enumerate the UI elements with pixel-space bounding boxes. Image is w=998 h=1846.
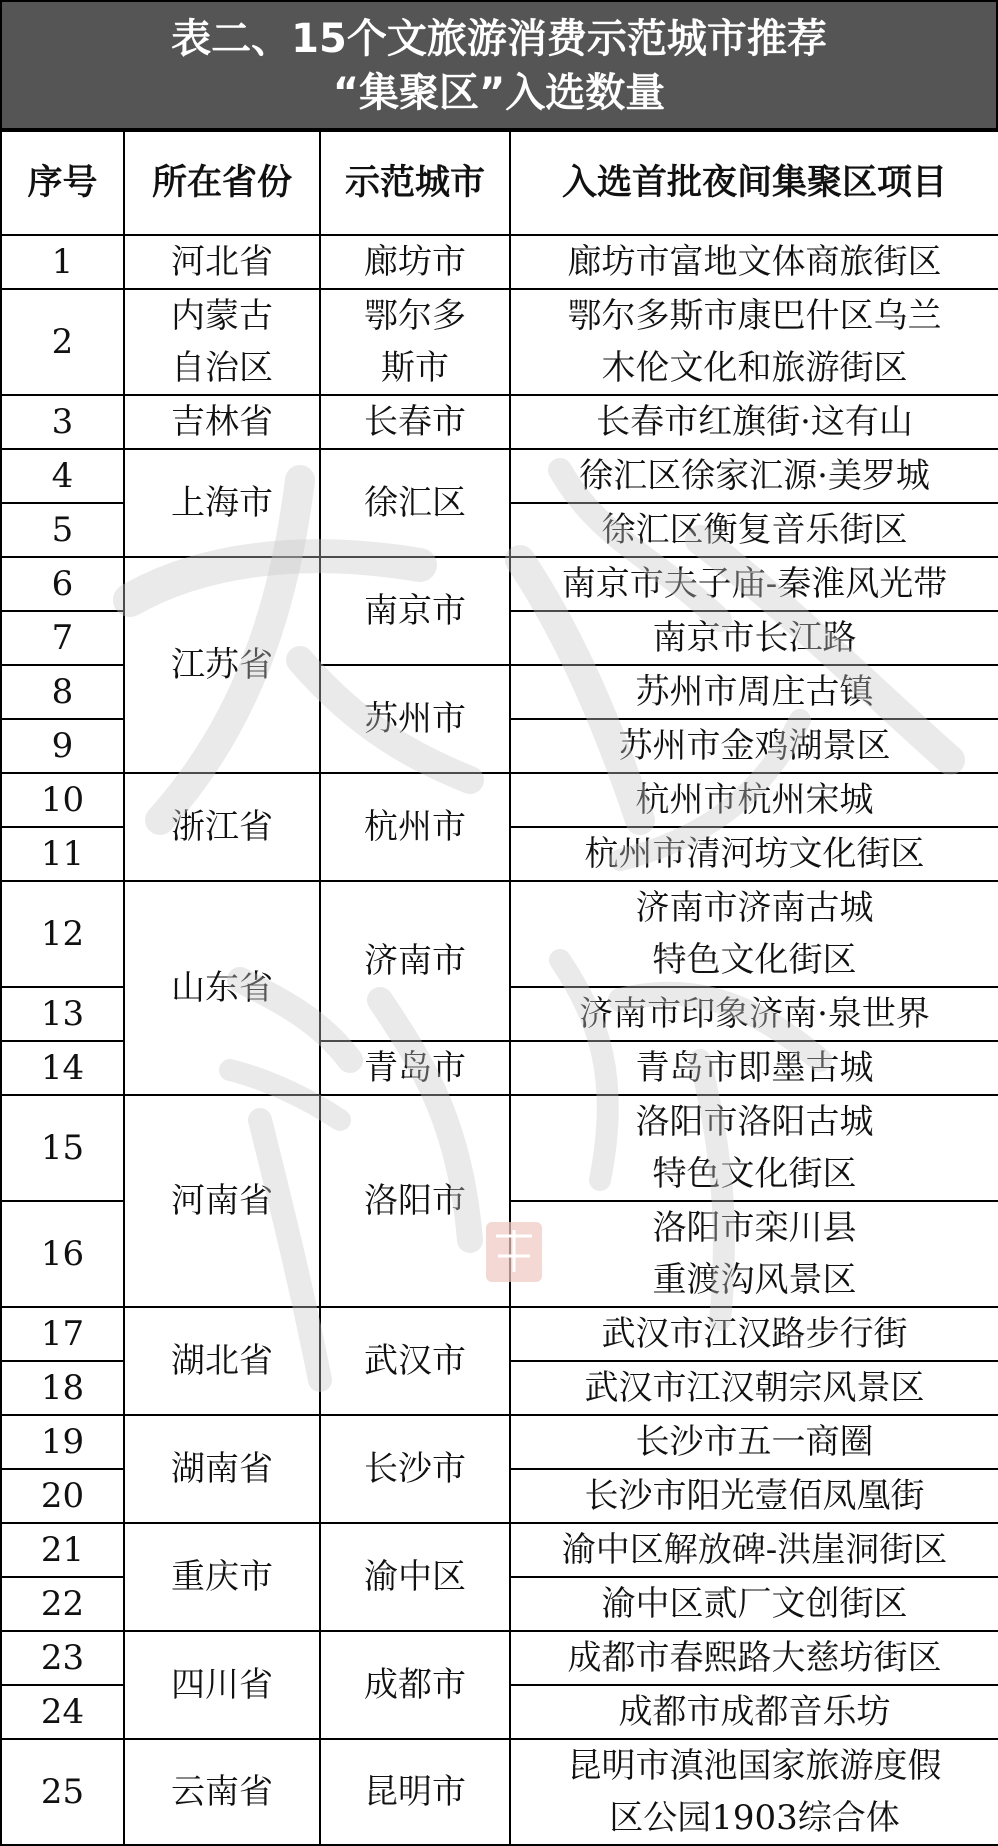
project-line: 木伦文化和旅游街区 [601,348,908,388]
row-number: 8 [1,665,124,719]
project-cell: 南京市长江路 [510,611,998,665]
project-cell: 长沙市阳光壹佰凤凰街 [510,1469,998,1523]
city-cell: 成都市 [320,1631,510,1739]
province-cell: 河南省 [124,1095,320,1307]
table-row [1,557,998,611]
table-row [1,1307,998,1361]
table-row [1,289,998,395]
city-cell: 武汉市 [320,1307,510,1415]
project-line: 洛阳市栾川县 [652,1208,857,1248]
row-number: 7 [1,611,124,665]
city-cell: 廊坊市 [320,235,510,289]
project-line: 济南市济南古城 [635,888,874,928]
table-title [0,0,998,130]
row-number: 19 [1,1415,124,1469]
row-number: 5 [1,503,124,557]
project-cell: 武汉市江汉路步行街 [510,1307,998,1361]
row-number: 4 [1,449,124,503]
province-cell: 四川省 [124,1631,320,1739]
project-cell: 济南市印象济南·泉世界 [510,987,998,1041]
row-number: 14 [1,1041,124,1095]
city-cell: 渝中区 [320,1523,510,1631]
city-cell: 长春市 [320,395,510,449]
project-cell: 徐汇区衡复音乐街区 [510,503,998,557]
row-number: 2 [1,289,124,395]
project-cell: 渝中区解放碑-洪崖洞街区 [510,1523,998,1577]
city-cell: 青岛市 [320,1041,510,1095]
table-row [1,235,998,289]
project-cell [510,1095,998,1201]
row-number: 1 [1,235,124,289]
province-cell [124,289,320,395]
project-line: 洛阳市洛阳古城 [635,1102,874,1142]
province-cell: 山东省 [124,881,320,1095]
city-cell: 长沙市 [320,1415,510,1523]
project-cell [510,1739,998,1845]
header-seq: 序号 [1,131,124,235]
row-number: 16 [1,1201,124,1307]
city-line: 斯市 [381,348,449,388]
city-cell: 济南市 [320,881,510,1041]
row-number: 23 [1,1631,124,1685]
data-table [0,130,998,1846]
table-row [1,1523,998,1577]
province-cell: 河北省 [124,235,320,289]
project-cell: 渝中区贰厂文创街区 [510,1577,998,1631]
header-row [1,131,998,235]
province-cell: 重庆市 [124,1523,320,1631]
row-number: 9 [1,719,124,773]
row-number: 18 [1,1361,124,1415]
project-line: 特色文化街区 [652,1154,857,1194]
project-cell: 杭州市杭州宋城 [510,773,998,827]
project-cell: 长春市红旗街·这有山 [510,395,998,449]
row-number: 22 [1,1577,124,1631]
project-cell: 长沙市五一商圈 [510,1415,998,1469]
row-number: 11 [1,827,124,881]
project-line: 昆明市滇池国家旅游度假 [567,1746,942,1786]
row-number: 10 [1,773,124,827]
city-cell: 昆明市 [320,1739,510,1845]
project-cell: 苏州市周庄古镇 [510,665,998,719]
province-line: 内蒙古 [171,296,273,336]
table-row [1,773,998,827]
project-cell: 成都市成都音乐坊 [510,1685,998,1739]
table-row [1,1739,998,1845]
table-row [1,1095,998,1201]
row-number: 6 [1,557,124,611]
project-line: 区公园1903综合体 [609,1798,900,1838]
project-cell: 南京市夫子庙-秦淮风光带 [510,557,998,611]
province-line: 自治区 [171,348,273,388]
table-row [1,1415,998,1469]
row-number: 21 [1,1523,124,1577]
project-line: 重渡沟风景区 [652,1260,857,1300]
province-cell: 湖南省 [124,1415,320,1523]
table-row [1,1631,998,1685]
project-cell [510,289,998,395]
project-cell: 武汉市江汉朝宗风景区 [510,1361,998,1415]
project-line: 鄂尔多斯市康巴什区乌兰 [567,296,942,336]
header-city: 示范城市 [320,131,510,235]
project-cell: 成都市春熙路大慈坊街区 [510,1631,998,1685]
province-cell: 浙江省 [124,773,320,881]
header-project: 入选首批夜间集聚区项目 [510,131,998,235]
project-cell: 徐汇区徐家汇源·美罗城 [510,449,998,503]
row-number: 12 [1,881,124,987]
table-row [1,449,998,503]
city-cell: 南京市 [320,557,510,665]
title-line-1: 表二、15个文旅游消费示范城市推荐 [171,16,827,62]
project-cell: 苏州市金鸡湖景区 [510,719,998,773]
project-cell [510,881,998,987]
row-number: 15 [1,1095,124,1201]
city-cell: 苏州市 [320,665,510,773]
row-number: 13 [1,987,124,1041]
project-cell [510,1201,998,1307]
city-cell: 徐汇区 [320,449,510,557]
table-row [1,395,998,449]
province-cell: 湖北省 [124,1307,320,1415]
row-number: 25 [1,1739,124,1845]
province-cell: 江苏省 [124,557,320,773]
city-cell [320,289,510,395]
table-row [1,881,998,987]
row-number: 20 [1,1469,124,1523]
row-number: 17 [1,1307,124,1361]
city-cell: 洛阳市 [320,1095,510,1307]
header-province: 所在省份 [124,131,320,235]
row-number: 3 [1,395,124,449]
province-cell: 云南省 [124,1739,320,1845]
row-number: 24 [1,1685,124,1739]
province-cell: 吉林省 [124,395,320,449]
province-cell: 上海市 [124,449,320,557]
project-cell: 廊坊市富地文体商旅街区 [510,235,998,289]
city-cell: 杭州市 [320,773,510,881]
project-cell: 青岛市即墨古城 [510,1041,998,1095]
city-line: 鄂尔多 [364,296,466,336]
project-line: 特色文化街区 [652,940,857,980]
project-cell: 杭州市清河坊文化街区 [510,827,998,881]
title-line-2: “集聚区”入选数量 [332,70,666,116]
